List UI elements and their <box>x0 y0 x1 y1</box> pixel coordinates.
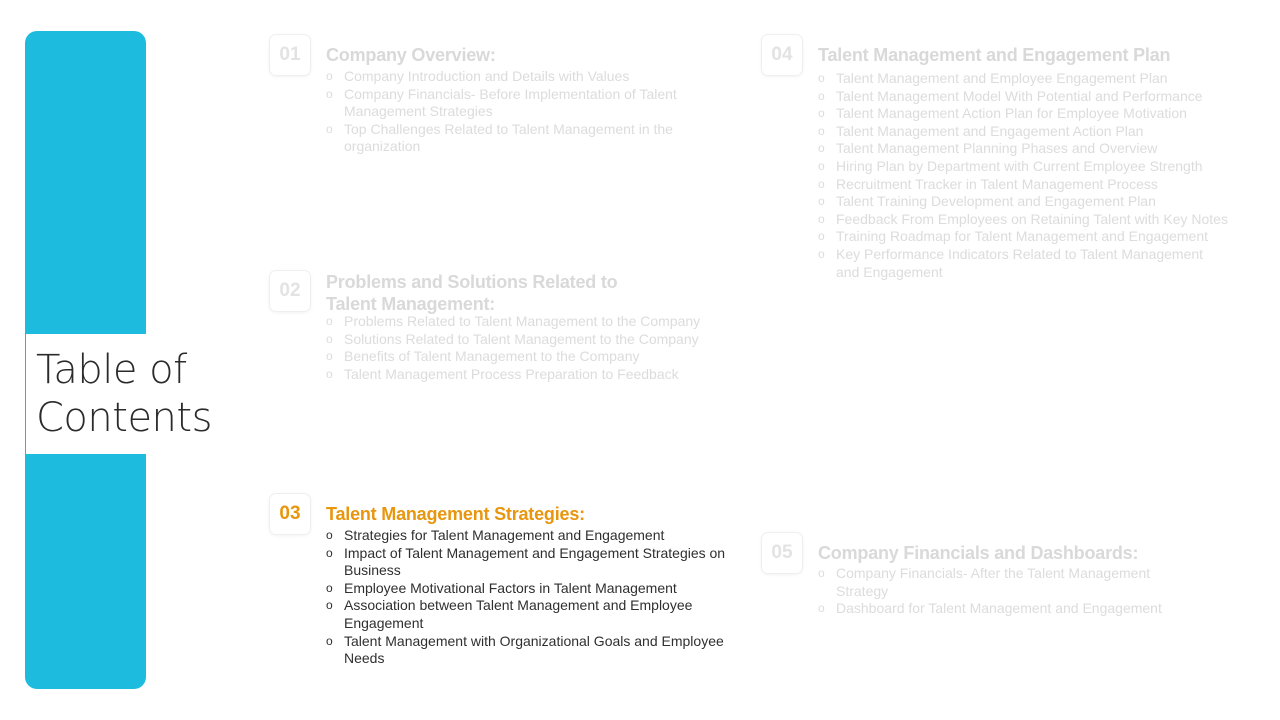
bullet-icon: o <box>818 141 825 156</box>
section-title: Company Financials and Dashboards: <box>818 543 1139 563</box>
section-title: Talent Management and Engagement Plan <box>818 45 1171 65</box>
bullet-icon: o <box>326 366 333 381</box>
bullet-icon: o <box>326 86 333 101</box>
section-item-list <box>818 70 1228 281</box>
bullet-icon: o <box>818 106 825 121</box>
list-item: o Problems Related to Talent Management to the Company <box>326 313 701 329</box>
title-panel <box>26 334 226 454</box>
list-item: o Dashboard for Talent Management and Engagement <box>818 600 1162 617</box>
bullet-icon: o <box>818 123 825 138</box>
section-item-list <box>818 565 1178 618</box>
list-item: o Company Financials- Before Implementation of Talent Management Strategies <box>326 85 677 120</box>
list-item: o Talent Management with Organizational Goals and Employee Needs <box>326 632 724 667</box>
list-item: o Key Performance Indicators Related to Talent Management and Engagement <box>818 245 1204 280</box>
section-04 <box>762 35 1242 325</box>
section-title: Problems and Solutions Related to Talent Management: <box>326 272 618 314</box>
section-number-badge: 03 <box>270 494 310 534</box>
section-title: Talent Management Strategies: <box>326 504 585 524</box>
list-item: o Company Introduction and Details with Values <box>326 68 630 84</box>
list-item: o Talent Management Model With Potential and Performance <box>818 87 1203 104</box>
bullet-icon: o <box>818 71 825 85</box>
page-title: Table of Contents <box>36 347 212 441</box>
section-title: Company Overview: <box>326 45 496 65</box>
bullet-icon: o <box>326 331 333 346</box>
list-item: o Recruitment Tracker in Talent Management Process <box>818 175 1158 192</box>
list-item: o Talent Management Process Preparation to Feedback <box>326 365 679 382</box>
bullet-icon: o <box>326 121 333 136</box>
bullet-icon: o <box>326 349 333 364</box>
section-number-badge: 04 <box>762 35 802 75</box>
section-01 <box>270 35 730 185</box>
bullet-icon: o <box>818 158 825 173</box>
bullet-icon: o <box>326 580 333 595</box>
section-number-badge: 05 <box>762 533 802 573</box>
bullet-icon: o <box>818 246 825 261</box>
bullet-icon: o <box>818 211 825 226</box>
section-number-badge: 02 <box>270 271 310 311</box>
bullet-icon: o <box>326 528 333 542</box>
list-item: o Solutions Related to Talent Management to the Company <box>326 330 699 347</box>
list-item: o Strategies for Talent Management and Engagement <box>326 527 665 543</box>
bullet-icon: o <box>326 314 333 328</box>
bullet-icon: o <box>326 598 333 613</box>
bullet-icon: o <box>818 601 825 616</box>
list-item: o Feedback From Employees on Retaining Talent with Key Notes <box>818 210 1228 227</box>
list-item: o Impact of Talent Management and Engagement Strategies on Business <box>326 544 726 579</box>
list-item: o Talent Management and Employee Engagement Plan <box>818 70 1168 86</box>
section-05 <box>762 533 1242 633</box>
list-item: o Company Financials- After the Talent Management Strategy <box>818 565 1151 599</box>
bullet-icon: o <box>326 633 333 648</box>
bullet-icon: o <box>818 194 825 209</box>
list-item: o Talent Management Planning Phases and Overview <box>818 140 1158 157</box>
section-03 <box>270 494 730 674</box>
section-item-list <box>326 68 716 156</box>
bullet-icon: o <box>326 545 333 560</box>
list-item: o Talent Training Development and Engagement Plan <box>818 193 1156 210</box>
section-item-list <box>326 313 726 383</box>
bullet-icon: o <box>818 229 825 244</box>
bullet-icon: o <box>818 176 825 191</box>
bullet-icon: o <box>818 88 825 103</box>
list-item: o Talent Management and Engagement Action Plan <box>818 122 1144 139</box>
list-item: o Hiring Plan by Department with Current Employee Strength <box>818 157 1203 174</box>
bullet-icon: o <box>326 69 333 83</box>
section-number-badge: 01 <box>270 35 310 75</box>
list-item: o Training Roadmap for Talent Management and Engagement <box>818 228 1209 245</box>
list-item: o Top Challenges Related to Talent Management in the organization <box>326 120 673 155</box>
section-item-list <box>326 527 731 668</box>
list-item: o Talent Management Action Plan for Employee Motivation <box>818 105 1187 122</box>
list-item: o Benefits of Talent Management to the Company <box>326 348 640 365</box>
list-item: o Employee Motivational Factors in Talent Management <box>326 579 677 596</box>
list-item: o Association between Talent Management and Employee Engagement <box>326 597 693 631</box>
bullet-icon: o <box>818 566 825 580</box>
section-02 <box>270 271 730 401</box>
